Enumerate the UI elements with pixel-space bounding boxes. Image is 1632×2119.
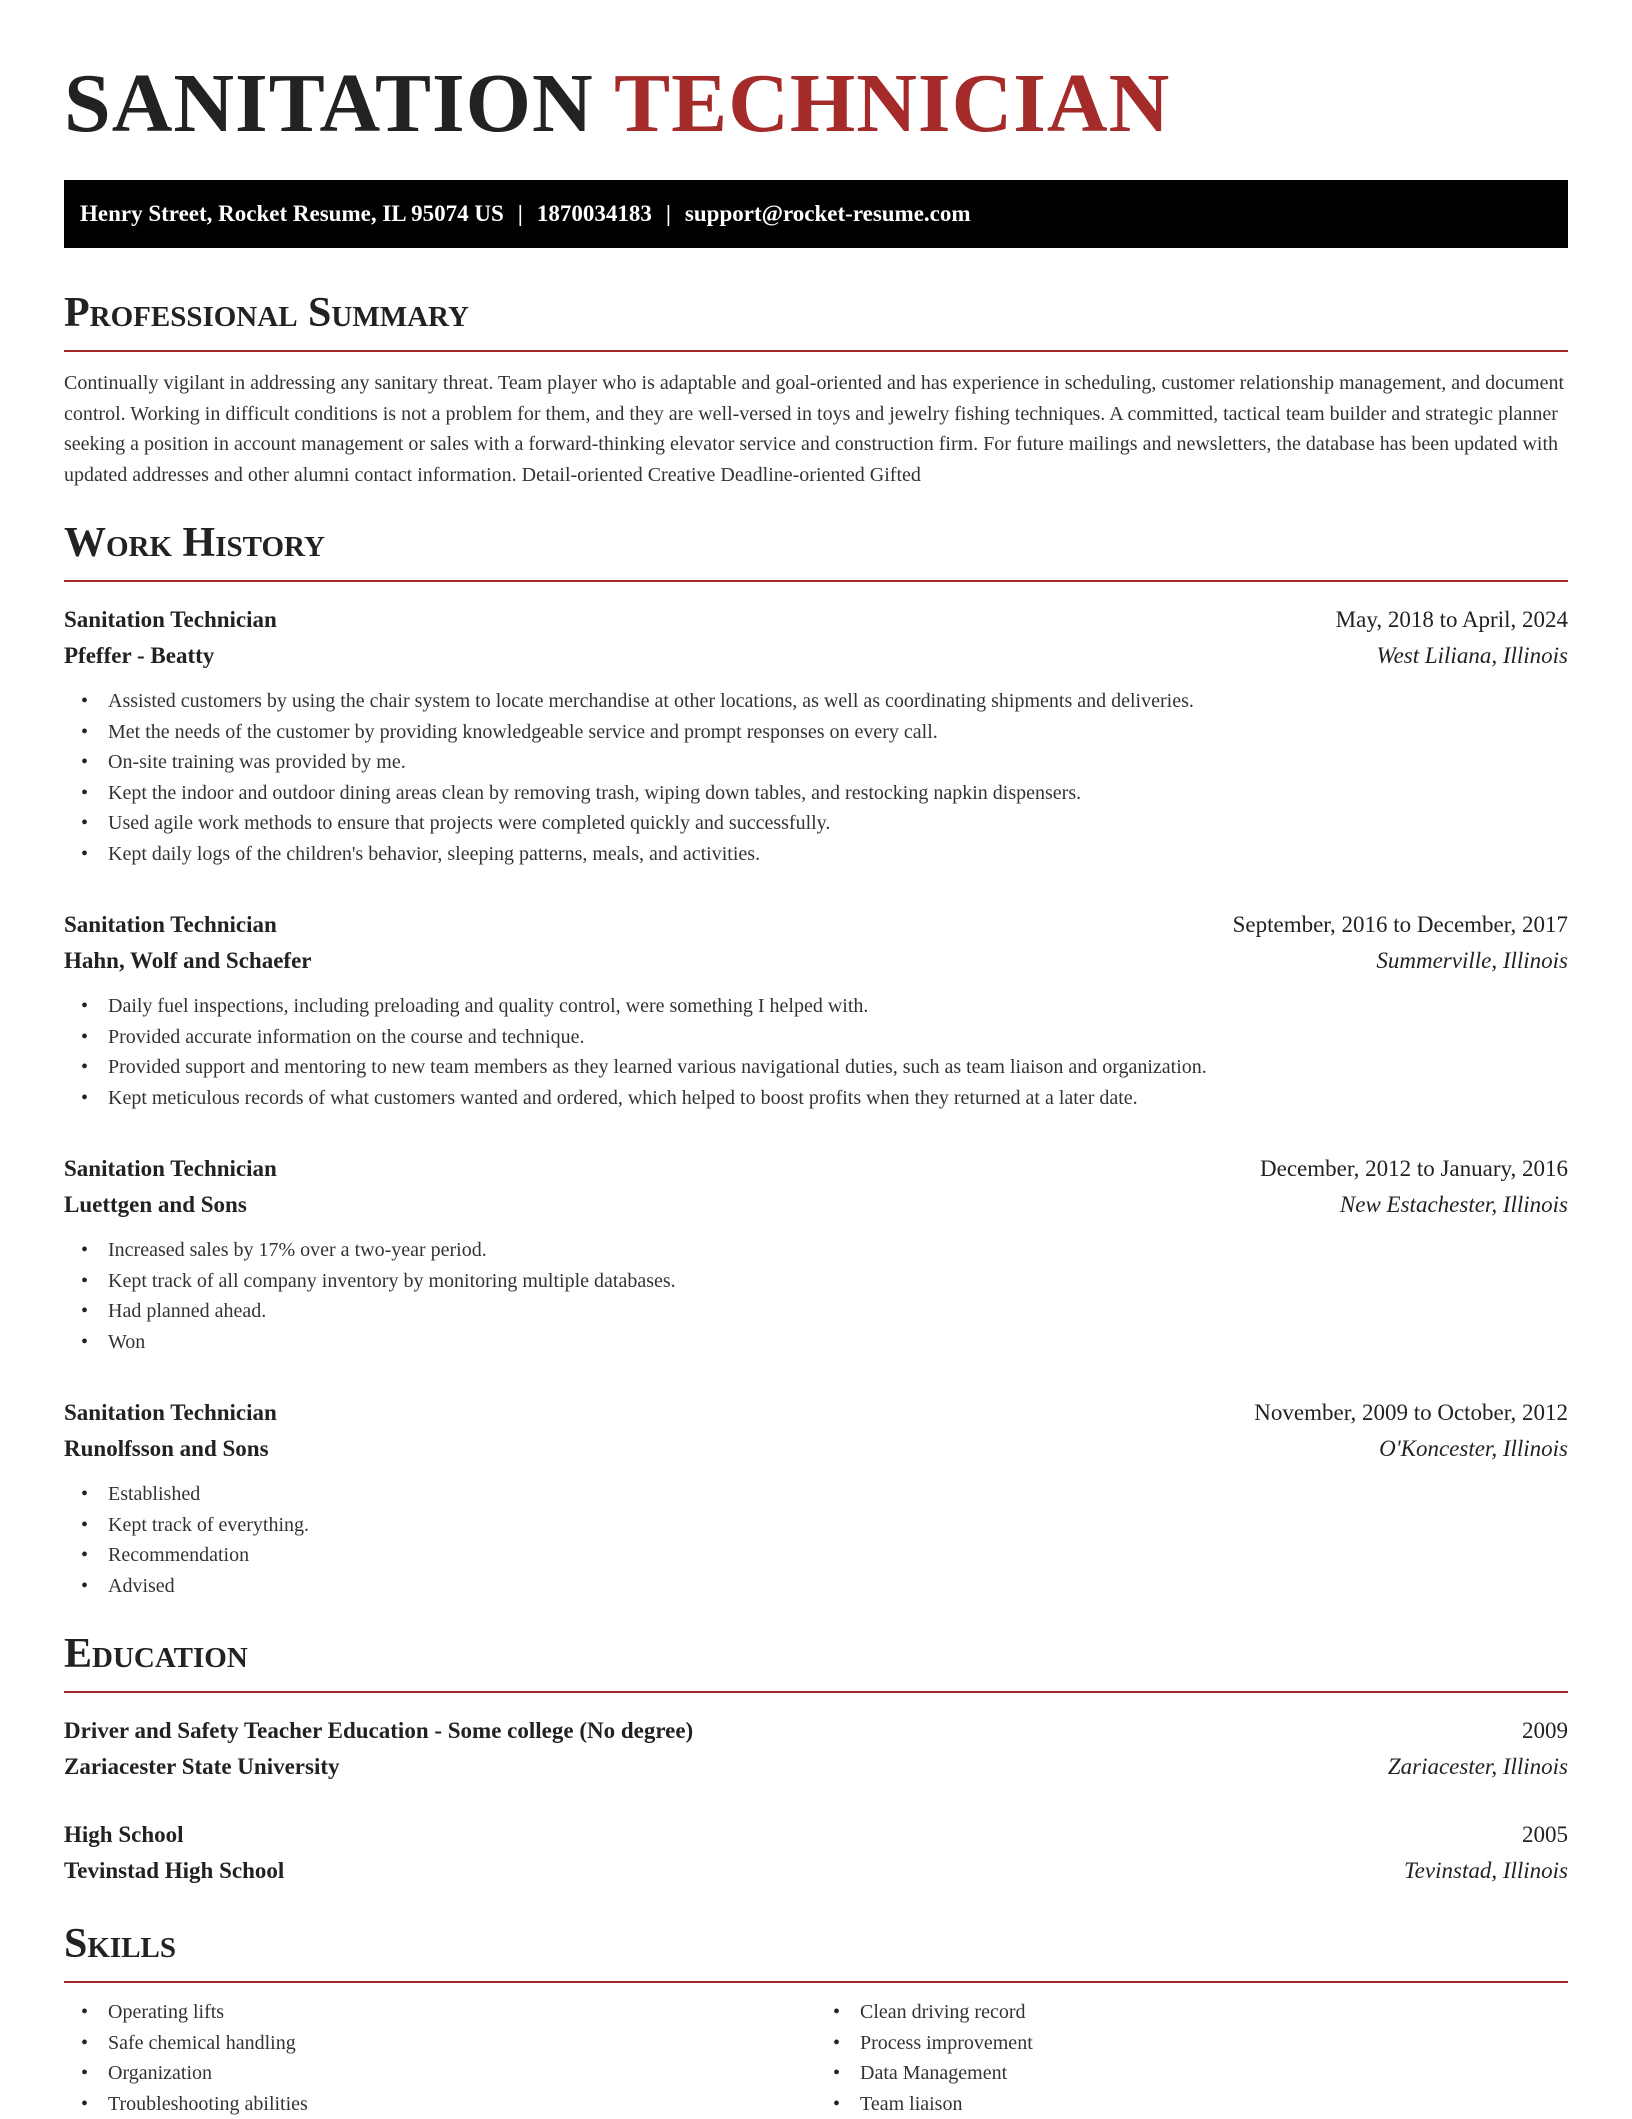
job-header-row xyxy=(64,1151,1568,1187)
education-location: Tevinstad, Illinois xyxy=(1404,1853,1568,1889)
job-company: Luettgen and Sons xyxy=(64,1187,247,1223)
job-header-row xyxy=(64,907,1568,943)
job-bullet: • Used agile work methods to ensure that projects were completed quickly and successfully. xyxy=(108,808,1568,839)
job-location: O'Koncester, Illinois xyxy=(1379,1431,1568,1467)
job-bullet-list xyxy=(64,991,1568,1113)
work-history-heading: Work History xyxy=(64,518,1568,582)
education-entry xyxy=(64,1713,1568,1785)
skill-item: • Organization xyxy=(108,2058,816,2089)
skill-item: • Team liaison xyxy=(860,2089,1568,2119)
skill-item: • Clean driving record xyxy=(860,1997,1568,2028)
job-title: Sanitation Technician xyxy=(64,1151,277,1187)
job-bullet: • Increased sales by 17% over a two-year period. xyxy=(108,1235,1568,1266)
job-bullet: • Won xyxy=(108,1327,1568,1358)
job-entry xyxy=(64,602,1568,869)
job-bullet: • Kept track of all company inventory by monitoring multiple databases. xyxy=(108,1266,1568,1297)
summary-heading: Professional Summary xyxy=(64,288,1568,352)
skills-list xyxy=(64,1997,816,2119)
job-bullet: • Established xyxy=(108,1479,1568,1510)
job-header-row xyxy=(64,602,1568,638)
job-entry xyxy=(64,1395,1568,1601)
summary-text: Continually vigilant in addressing any sanitary threat. Team player who is adaptable and goal-oriented and has experience in scheduling, customer relationship management, and document control. Working in difficult conditions is not a problem for them, and they are well-versed in toys and jewelry fishing techniques. A committed, tactical team builder and strategic planner seeking a position in account management or sales with a forward-thinking elevator service and construction firm. For future mailings and newsletters, the database has been updated with updated addresses and other alumni contact information. Detail-oriented Creative Deadline-oriented Gifted xyxy=(64,368,1568,490)
job-bullet: • Recommendation xyxy=(108,1540,1568,1571)
education-school-row xyxy=(64,1853,1568,1889)
job-header-row xyxy=(64,1395,1568,1431)
job-location: Summerville, Illinois xyxy=(1376,943,1568,979)
contact-email: support@rocket-resume.com xyxy=(685,201,971,226)
job-bullet: • Kept the indoor and outdoor dining areas clean by removing trash, wiping down tables, and restocking napkin dispensers. xyxy=(108,778,1568,809)
skills-list xyxy=(816,1997,1568,2119)
resume-title xyxy=(64,0,1568,152)
job-bullet: • Met the needs of the customer by providing knowledgeable service and prompt responses on every call. xyxy=(108,717,1568,748)
education-year: 2005 xyxy=(1522,1817,1568,1853)
job-company: Runolfsson and Sons xyxy=(64,1431,269,1467)
skills-column-right xyxy=(816,1997,1568,2119)
job-bullet: • Kept meticulous records of what customers wanted and ordered, which helped to boost profits when they returned at a later date. xyxy=(108,1083,1568,1114)
education-year: 2009 xyxy=(1522,1713,1568,1749)
education-school: Tevinstad High School xyxy=(64,1853,284,1889)
skill-item: • Troubleshooting abilities xyxy=(108,2089,816,2119)
job-location: West Liliana, Illinois xyxy=(1377,638,1568,674)
education-school-row xyxy=(64,1749,1568,1785)
job-company-row xyxy=(64,1431,1568,1467)
job-bullet: • On-site training was provided by me. xyxy=(108,747,1568,778)
contact-phone: 1870034183 xyxy=(537,201,652,226)
skill-item: • Operating lifts xyxy=(108,1997,816,2028)
title-first-word: SANITATION xyxy=(64,57,594,150)
job-entry xyxy=(64,907,1568,1113)
job-company-row xyxy=(64,638,1568,674)
job-company: Pfeffer - Beatty xyxy=(64,638,214,674)
skill-item: • Data Management xyxy=(860,2058,1568,2089)
job-company: Hahn, Wolf and Schaefer xyxy=(64,943,312,979)
job-dates: May, 2018 to April, 2024 xyxy=(1336,602,1568,638)
education-degree: Driver and Safety Teacher Education - Some college (No degree) xyxy=(64,1713,693,1749)
job-bullet-list xyxy=(64,1479,1568,1601)
job-bullet: • Advised xyxy=(108,1571,1568,1602)
skills-grid xyxy=(64,1997,1568,2119)
job-location: New Estachester, Illinois xyxy=(1340,1187,1568,1223)
job-bullet: • Kept track of everything. xyxy=(108,1510,1568,1541)
education-school: Zariacester State University xyxy=(64,1749,340,1785)
job-title: Sanitation Technician xyxy=(64,1395,277,1431)
job-dates: September, 2016 to December, 2017 xyxy=(1233,907,1568,943)
job-company-row xyxy=(64,943,1568,979)
skill-item: • Process improvement xyxy=(860,2028,1568,2059)
contact-address: Henry Street, Rocket Resume, IL 95074 US xyxy=(80,201,504,226)
job-title: Sanitation Technician xyxy=(64,602,277,638)
job-bullet: • Assisted customers by using the chair system to locate merchandise at other locations, as well as coordinating shipments and deliveries. xyxy=(108,686,1568,717)
education-header-row xyxy=(64,1713,1568,1749)
job-dates: November, 2009 to October, 2012 xyxy=(1254,1395,1568,1431)
title-last-word: TECHNICIAN xyxy=(614,57,1170,150)
skills-heading: Skills xyxy=(64,1919,1568,1983)
job-bullet-list xyxy=(64,686,1568,869)
education-entry xyxy=(64,1817,1568,1889)
job-bullet: • Provided support and mentoring to new team members as they learned various navigational duties, such as team liaison and organization. xyxy=(108,1052,1568,1083)
job-bullet: • Kept daily logs of the children's behavior, sleeping patterns, meals, and activities. xyxy=(108,839,1568,870)
job-company-row xyxy=(64,1187,1568,1223)
contact-separator: | xyxy=(652,201,685,226)
job-bullet: • Provided accurate information on the course and technique. xyxy=(108,1022,1568,1053)
job-dates: December, 2012 to January, 2016 xyxy=(1260,1151,1568,1187)
job-title: Sanitation Technician xyxy=(64,907,277,943)
education-location: Zariacester, Illinois xyxy=(1388,1749,1568,1785)
education-degree: High School xyxy=(64,1817,184,1853)
skill-item: • Safe chemical handling xyxy=(108,2028,816,2059)
job-entry xyxy=(64,1151,1568,1357)
education-header-row xyxy=(64,1817,1568,1853)
education-heading: Education xyxy=(64,1629,1568,1693)
skills-column-left xyxy=(64,1997,816,2119)
contact-separator: | xyxy=(504,201,537,226)
job-bullet: • Daily fuel inspections, including preloading and quality control, were something I helped with. xyxy=(108,991,1568,1022)
job-bullet: • Had planned ahead. xyxy=(108,1296,1568,1327)
contact-bar xyxy=(64,180,1568,248)
job-bullet-list xyxy=(64,1235,1568,1357)
